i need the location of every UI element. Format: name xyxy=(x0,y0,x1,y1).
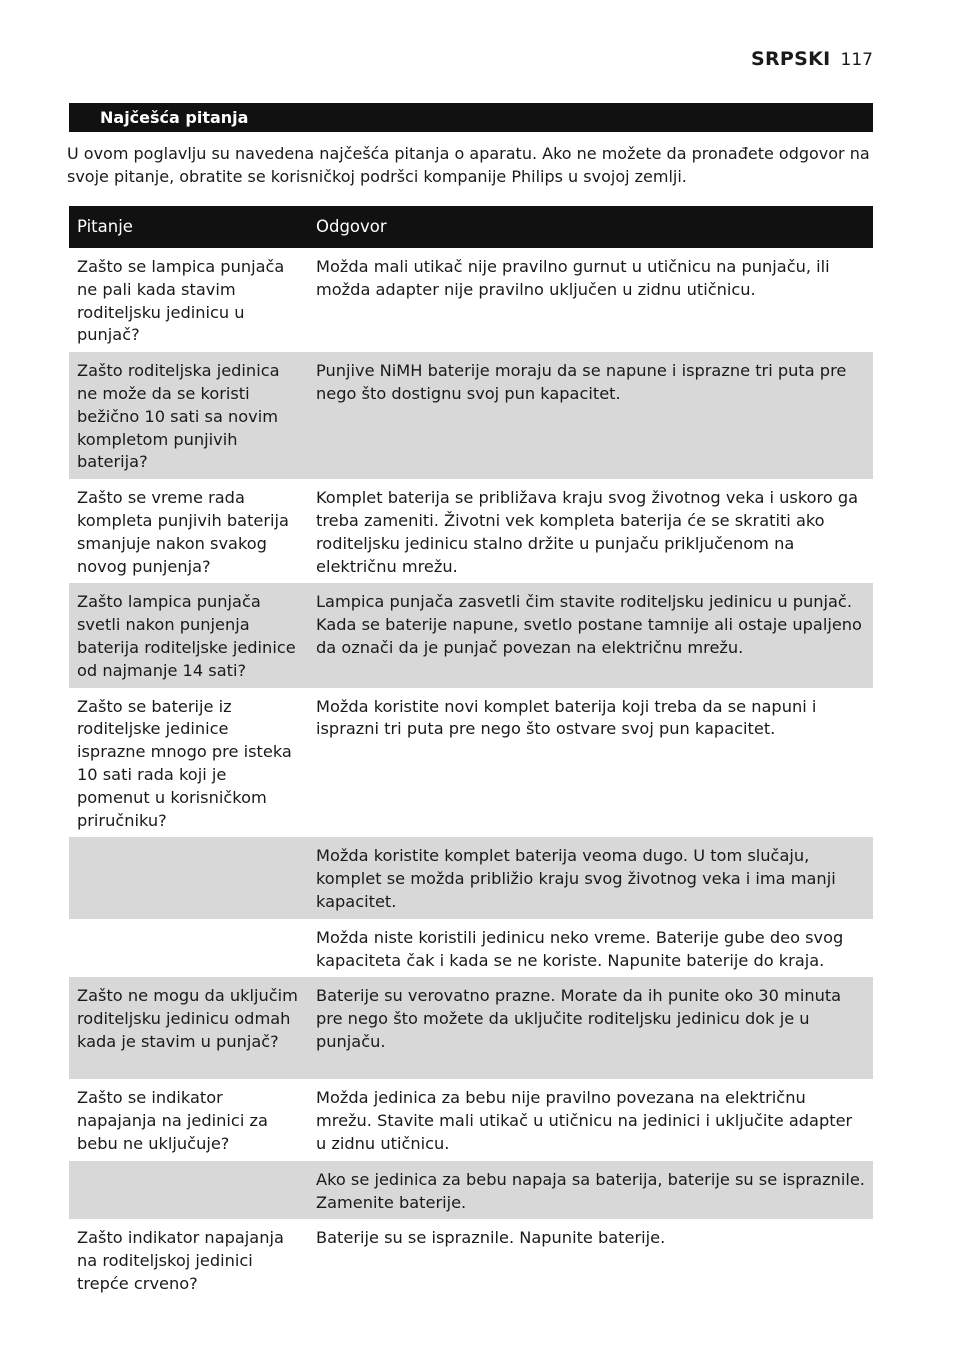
answer-cell: Ako se jedinica za bebu napaja sa baterija, baterije su se ispraznile. Zamenite baterije. xyxy=(308,1161,873,1220)
table-row xyxy=(69,688,873,838)
answer-cell: Možda koristite novi komplet baterija koji treba da se napuni i isprazni tri puta pre nego što ostvare svoj pun kapacitet. xyxy=(308,688,873,838)
question-cell: Zašto lampica punjača svetli nakon punjenja baterija roditeljske jedinice od najmanje 14 sati? xyxy=(69,583,308,687)
answer-cell: Baterije su verovatno prazne. Morate da ih punite oko 30 minuta pre nego što možete da uključite roditeljsku jedinicu dok je u punjaču. xyxy=(308,977,873,1079)
language-label: SRPSKI xyxy=(751,48,831,70)
answer-cell: Možda jedinica za bebu nije pravilno povezana na električnu mrežu. Stavite mali utikač u utičnicu na jedinici i uključite adapter u zidnu utičnicu. xyxy=(308,1079,873,1160)
question-cell xyxy=(69,919,308,978)
table-row xyxy=(69,1219,873,1300)
answer-cell: Punjive NiMH baterije moraju da se napune i isprazne tri puta pre nego što dostignu svoj pun kapacitet. xyxy=(308,352,873,479)
table-row xyxy=(69,977,873,1079)
table-row xyxy=(69,1161,873,1220)
question-cell: Zašto se baterije iz roditeljske jedinice isprazne mnogo pre isteka 10 sati rada koji je pomenut u korisničkom priručniku? xyxy=(69,688,308,838)
answer-cell: Lampica punjača zasvetli čim stavite roditeljsku jedinicu u punjač. Kada se baterije napune, svetlo postane tamnije ali ostaje upaljeno da označi da je punjač povezan na električnu mrežu. xyxy=(308,583,873,687)
question-cell xyxy=(69,837,308,918)
table-row xyxy=(69,248,873,352)
question-cell: Zašto se indikator napajanja na jedinici za bebu ne uključuje? xyxy=(69,1079,308,1160)
answer-cell: Komplet baterija se približava kraju svog životnog veka i uskoro ga treba zameniti. Životni vek kompleta baterija će se skratiti ako roditeljsku jedinicu stalno držite u punjaču priključenom na električnu mrežu. xyxy=(308,479,873,583)
table-row xyxy=(69,352,873,479)
page-header xyxy=(751,48,873,70)
section-title-bar xyxy=(69,103,873,132)
answer-cell: Baterije su se ispraznile. Napunite baterije. xyxy=(308,1219,873,1300)
column-header-question: Pitanje xyxy=(69,206,308,248)
table-row xyxy=(69,479,873,583)
question-cell: Zašto se lampica punjača ne pali kada stavim roditeljsku jedinicu u punjač? xyxy=(69,248,308,352)
answer-cell: Možda mali utikač nije pravilno gurnut u utičnicu na punjaču, ili možda adapter nije pravilno uključen u zidnu utičnicu. xyxy=(308,248,873,352)
answer-cell: Možda niste koristili jedinicu neko vreme. Baterije gube deo svog kapaciteta čak i kada se ne koriste. Napunite baterije do kraja. xyxy=(308,919,873,978)
table-row xyxy=(69,837,873,918)
question-cell xyxy=(69,1161,308,1220)
table-header-row xyxy=(69,206,873,248)
question-cell: Zašto roditeljska jedinica ne može da se koristi bežično 10 sati sa novim kompletom punjivih baterija? xyxy=(69,352,308,479)
question-cell: Zašto ne mogu da uključim roditeljsku jedinicu odmah kada je stavim u punjač? xyxy=(69,977,308,1079)
question-cell: Zašto se vreme rada kompleta punjivih baterija smanjuje nakon svakog novog punjenja? xyxy=(69,479,308,583)
intro-paragraph: U ovom poglavlju su navedena najčešća pitanja o aparatu. Ako ne možete da pronađete odgovor na svoje pitanje, obratite se korisničkoj podršci kompanije Philips u svojoj zemlji. xyxy=(67,144,870,186)
question-cell: Zašto indikator napajanja na roditeljskoj jedinici trepće crveno? xyxy=(69,1219,308,1300)
answer-cell: Možda koristite komplet baterija veoma dugo. U tom slučaju, komplet se možda približio kraju svog životnog veka i ima manji kapacitet. xyxy=(308,837,873,918)
section-title: Najčešća pitanja xyxy=(100,108,249,127)
table-row xyxy=(69,1079,873,1160)
column-header-answer: Odgovor xyxy=(308,206,873,248)
page-number: 117 xyxy=(840,50,873,70)
table-row xyxy=(69,919,873,978)
faq-table xyxy=(69,206,873,1301)
table-row xyxy=(69,583,873,687)
